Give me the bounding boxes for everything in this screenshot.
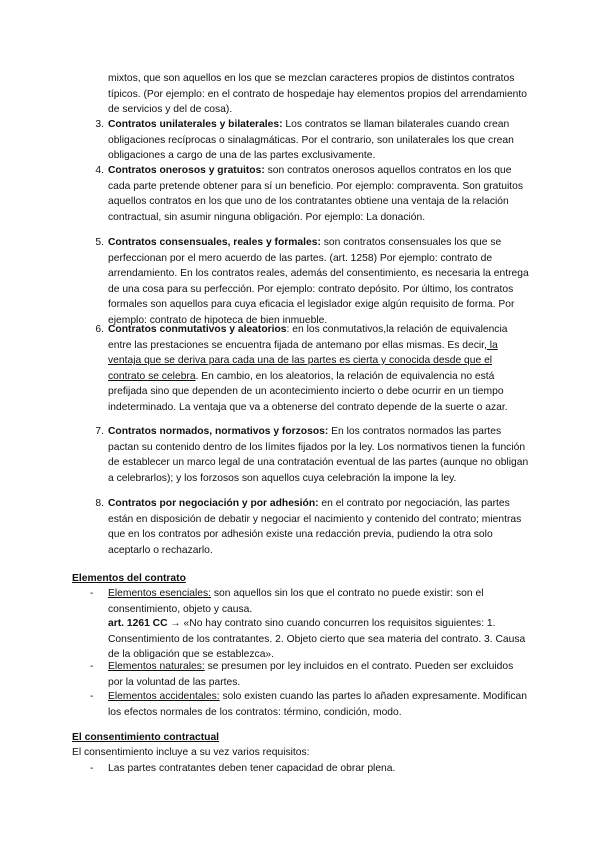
item-text: son contratos consensuales los que se perfeccionan por el mero acuerdo de las partes. (art. 1258) Por ejemplo: contrato de arrendamiento. En los contratos reales, además del consentimiento, es necesaria la entrega de una cosa para su perfección. Por ejemplo: contrato depósito. Por último, los contratos formales son aquellos para cuya eficacia el legislador exige algún requisito de forma. Por ejemplo: contrato de hipoteca de bien inmueble. — [108, 237, 529, 326]
bullet-item — [90, 586, 530, 617]
list-item — [84, 322, 530, 415]
item-title: Contratos por negociación y por adhesión: — [108, 498, 319, 509]
list-item — [84, 163, 530, 225]
item-number: 7. — [95, 426, 104, 437]
article-label: art. 1261 CC — [108, 618, 168, 629]
list-item — [84, 235, 530, 328]
bullet-dash: - — [90, 691, 94, 702]
bullet-text: se presumen por ley incluidos en el contrato. Pueden ser excluidos por la voluntad de las partes. — [108, 661, 514, 688]
article-quote — [108, 616, 530, 663]
bullet-text: son aquellos sin los que el contrato no puede existir: son el consentimiento, objeto y causa. — [108, 588, 484, 615]
section-heading-elementos: Elementos del contrato — [72, 573, 186, 584]
bullet-label: Elementos esenciales: — [108, 588, 212, 599]
section-heading-consentimiento: El consentimiento contractual — [72, 732, 220, 743]
item-number: 3. — [95, 119, 104, 130]
bullet-label: Elementos naturales: — [108, 661, 205, 672]
item-number: 8. — [95, 498, 104, 509]
item-number: 5. — [95, 237, 104, 248]
bullet-label: Elementos accidentales: — [108, 691, 220, 702]
bullet-dash: - — [90, 763, 94, 774]
item-number: 6. — [95, 324, 104, 335]
item-title: Contratos conmutativos y aleatorios — [108, 324, 287, 335]
item-text: En los contratos normados las partes pactan su contenido dentro de los límites fijados por la ley. Los normativos tienen la función de establecer un marco legal de una contratación eventual de las partes (aunque no obligan a celebrarlos); y los forzosos son aquellos cuya celebración la impone la ley. — [108, 426, 529, 484]
item-text: : en los conmutativos,la relación de equivalencia entre las prestaciones se encuentra fijada de antemano por ellas mismas. Es decir, — [108, 324, 508, 351]
item-text: son contratos onerosos aquellos contratos en los que cada parte pretende obtener para sí un beneficio. Por ejemplo: compraventa. Son gratuitos aquellos contratos en los que uno de los contratantes obtiene una ventaja de la relación contractual, sin asumir ninguna obligación. Por ejemplo: La donación. — [108, 165, 523, 223]
item-title: Contratos consensuales, reales y formales: — [108, 237, 321, 248]
item-text: Los contratos se llaman bilaterales cuando crean obligaciones recíprocas o sinalagmáticas. Por el contrario, son unilaterales los que crean obligaciones a cargo de una de las partes exclusivamente. — [108, 119, 514, 161]
continuation-text: mixtos, que son aquellos en los que se mezclan caracteres propios de distintos contratos típicos. (Por ejemplo: en el contrato de hospedaje hay elementos propios del arrendamiento de servicios y del de cosa). — [108, 73, 527, 115]
bullet-text: solo existen cuando las partes lo añaden expresamente. Modifican los efectos normales de los contratos: término, condición, modo. — [108, 691, 528, 718]
continuation-paragraph — [108, 71, 528, 118]
bullet-text: Las partes contratantes deben tener capacidad de obrar plena. — [108, 763, 396, 774]
article-text: → «No hay contrato sino cuando concurren los requisitos siguientes: 1. Consentimiento de los contratantes. 2. Objeto cierto que sea materia del contrato. 3. Causa de la obligación que se establezca». — [108, 618, 526, 660]
item-title: Contratos normados, normativos y forzosos: — [108, 426, 329, 437]
bullet-dash: - — [90, 588, 94, 599]
list-item — [84, 496, 530, 558]
bullet-item — [90, 659, 530, 690]
section-intro: El consentimiento incluye a su vez varios requisitos: — [72, 747, 310, 758]
item-text: en el contrato por negociación, las partes están en disposición de debatir y negociar el nacimiento y contenido del contrato; mientras que en los contratos por adhesión existe una redacción previa, pudiendo la otra solo aceptarlo o rechazarlo. — [108, 498, 522, 556]
item-number: 4. — [95, 165, 104, 176]
item-title: Contratos unilaterales y bilaterales: — [108, 119, 283, 130]
item-text: . En cambio, en los aleatorios, la relación de equivalencia no está prefijada sino que dependen de un acontecimiento incierto o debe ocurrir en un tiempo indeterminado. La ventaja que va a obtenerse del contrato depende de la suerte o azar. — [108, 370, 508, 413]
list-item — [84, 424, 530, 486]
bullet-dash: - — [90, 661, 94, 672]
bullet-item — [90, 689, 530, 720]
item-title: Contratos onerosos y gratuitos: — [108, 165, 265, 176]
item-underlined-text: la ventaja que se deriva para cada una de las partes es cierta y conocida desde que el contrato se celebra — [108, 339, 498, 382]
list-item — [84, 117, 530, 164]
bullet-item — [90, 761, 530, 777]
